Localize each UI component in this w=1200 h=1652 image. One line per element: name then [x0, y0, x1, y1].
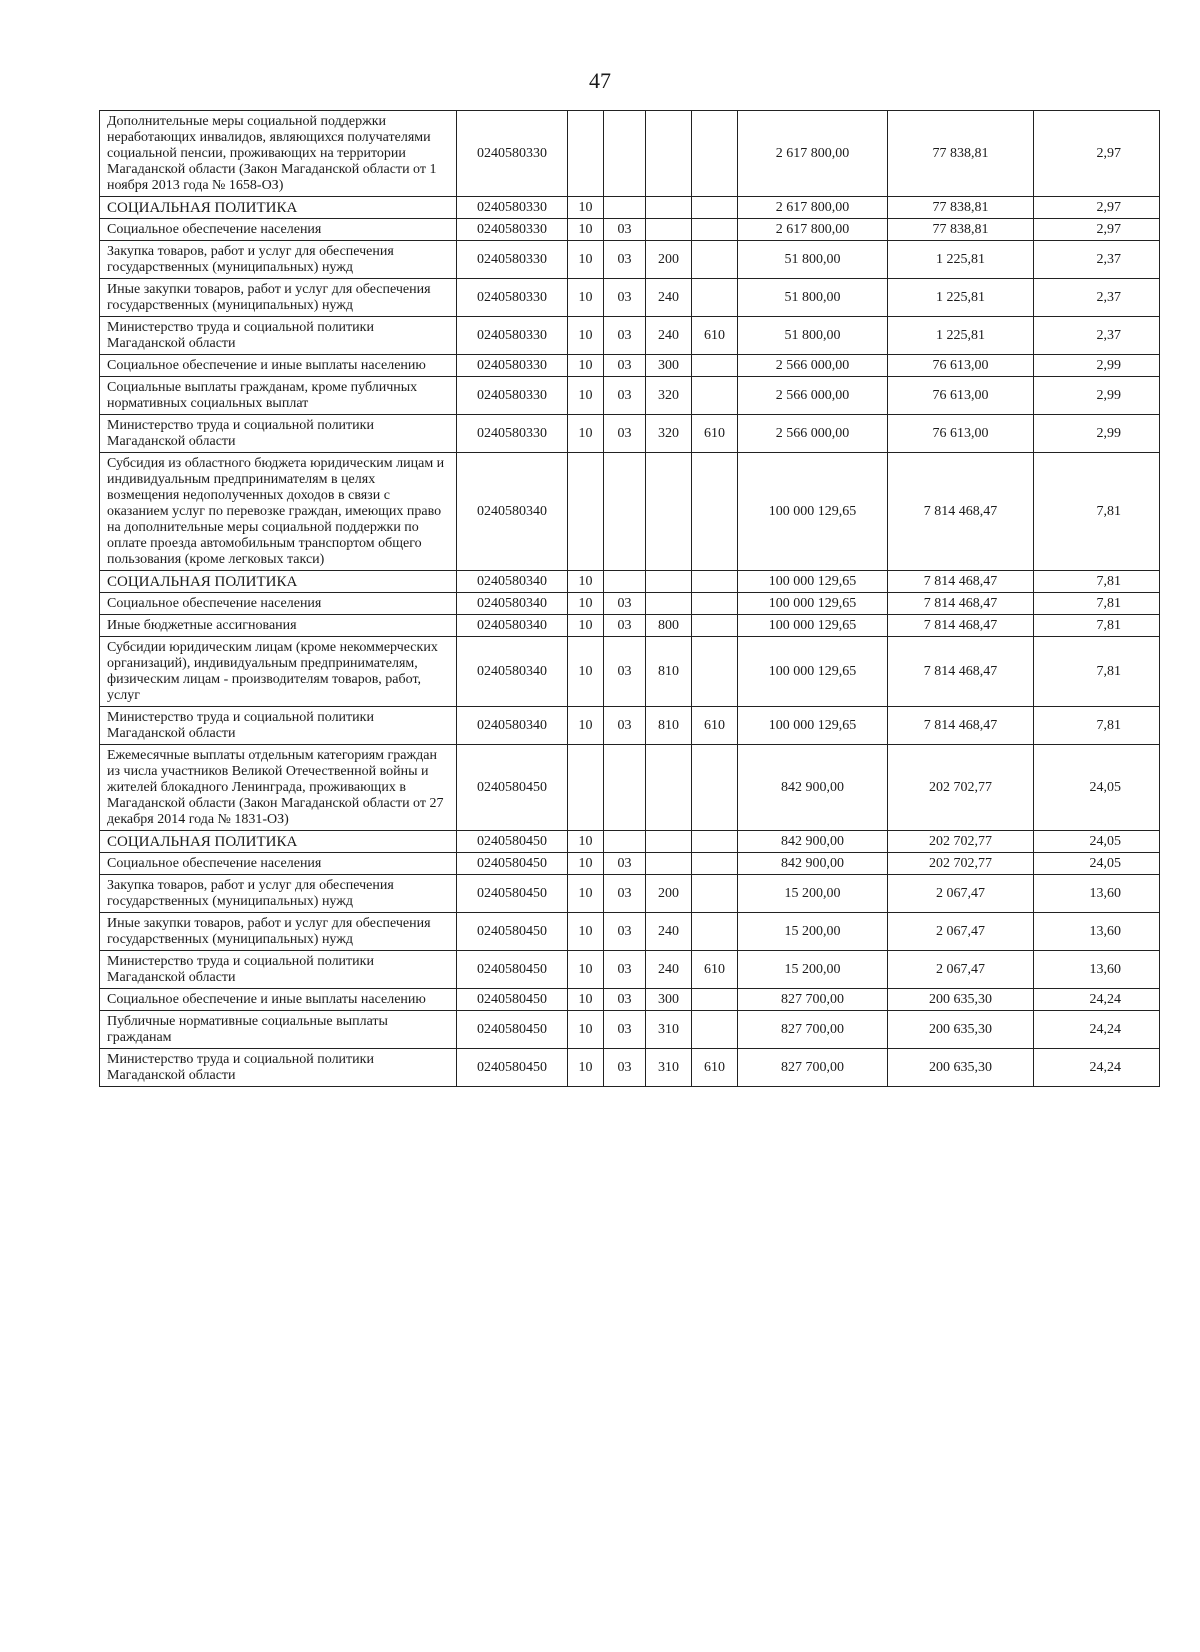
table-row: [100, 355, 1160, 377]
cell-target-article: 0240580340: [457, 571, 568, 593]
cell-administrator: [692, 637, 738, 707]
table-row: [100, 831, 1160, 853]
cell-administrator: [692, 377, 738, 415]
cell-planned-amount: 827 700,00: [738, 1011, 888, 1049]
cell-section: 10: [568, 875, 604, 913]
cell-planned-amount: 842 900,00: [738, 853, 888, 875]
table-row: [100, 745, 1160, 831]
cell-actual-amount: 76 613,00: [888, 415, 1034, 453]
cell-name: Социальные выплаты гражданам, кроме публичных нормативных социальных выплат: [100, 377, 457, 415]
cell-section: 10: [568, 615, 604, 637]
cell-name: Министерство труда и социальной политики Магаданской области: [100, 317, 457, 355]
cell-percent: 24,24: [1034, 989, 1160, 1011]
cell-expense-type: 320: [646, 377, 692, 415]
cell-planned-amount: 100 000 129,65: [738, 453, 888, 571]
cell-section: 10: [568, 593, 604, 615]
cell-administrator: [692, 241, 738, 279]
cell-actual-amount: 1 225,81: [888, 279, 1034, 317]
cell-percent: 24,05: [1034, 745, 1160, 831]
cell-section: [568, 745, 604, 831]
table-row: [100, 1011, 1160, 1049]
cell-subsection: 03: [604, 415, 646, 453]
cell-percent: 2,37: [1034, 241, 1160, 279]
cell-planned-amount: 827 700,00: [738, 989, 888, 1011]
cell-percent: 24,24: [1034, 1011, 1160, 1049]
cell-target-article: 0240580450: [457, 853, 568, 875]
cell-percent: 7,81: [1034, 571, 1160, 593]
cell-name: СОЦИАЛЬНАЯ ПОЛИТИКА: [100, 571, 457, 593]
cell-section: 10: [568, 1011, 604, 1049]
cell-name: Социальное обеспечение населения: [100, 593, 457, 615]
table-row: [100, 317, 1160, 355]
cell-planned-amount: 2 566 000,00: [738, 355, 888, 377]
cell-planned-amount: 51 800,00: [738, 241, 888, 279]
table-row: [100, 197, 1160, 219]
cell-actual-amount: 2 067,47: [888, 913, 1034, 951]
cell-administrator: 610: [692, 707, 738, 745]
table-row: [100, 1049, 1160, 1087]
cell-expense-type: 800: [646, 615, 692, 637]
cell-planned-amount: 842 900,00: [738, 831, 888, 853]
cell-name: Дополнительные меры социальной поддержки неработающих инвалидов, являющихся получателями социальной пенсии, проживающих на территории Магаданской области (Закон Магаданской области от 1 ноября 2013 года № 1658-ОЗ): [100, 111, 457, 197]
cell-planned-amount: 2 617 800,00: [738, 111, 888, 197]
cell-administrator: 610: [692, 951, 738, 989]
table-row: [100, 707, 1160, 745]
table-row: [100, 951, 1160, 989]
cell-name: СОЦИАЛЬНАЯ ПОЛИТИКА: [100, 831, 457, 853]
cell-target-article: 0240580450: [457, 913, 568, 951]
cell-subsection: 03: [604, 989, 646, 1011]
cell-section: [568, 453, 604, 571]
cell-target-article: 0240580330: [457, 197, 568, 219]
cell-actual-amount: 76 613,00: [888, 377, 1034, 415]
cell-name: Министерство труда и социальной политики Магаданской области: [100, 1049, 457, 1087]
cell-expense-type: 240: [646, 279, 692, 317]
table-row: [100, 415, 1160, 453]
cell-subsection: [604, 745, 646, 831]
cell-actual-amount: 7 814 468,47: [888, 571, 1034, 593]
cell-percent: 24,05: [1034, 831, 1160, 853]
cell-percent: 13,60: [1034, 913, 1160, 951]
cell-expense-type: [646, 453, 692, 571]
cell-name: Социальное обеспечение и иные выплаты населению: [100, 989, 457, 1011]
cell-administrator: [692, 197, 738, 219]
cell-target-article: 0240580450: [457, 989, 568, 1011]
cell-actual-amount: 7 814 468,47: [888, 707, 1034, 745]
cell-actual-amount: 1 225,81: [888, 317, 1034, 355]
cell-percent: 13,60: [1034, 951, 1160, 989]
cell-planned-amount: 100 000 129,65: [738, 571, 888, 593]
cell-administrator: 610: [692, 317, 738, 355]
cell-percent: 24,05: [1034, 853, 1160, 875]
cell-expense-type: [646, 111, 692, 197]
cell-subsection: 03: [604, 615, 646, 637]
cell-expense-type: 310: [646, 1049, 692, 1087]
cell-section: 10: [568, 637, 604, 707]
cell-actual-amount: 202 702,77: [888, 745, 1034, 831]
cell-administrator: [692, 279, 738, 317]
cell-target-article: 0240580340: [457, 593, 568, 615]
table-row: [100, 637, 1160, 707]
cell-actual-amount: 200 635,30: [888, 989, 1034, 1011]
cell-administrator: [692, 615, 738, 637]
cell-percent: 2,97: [1034, 197, 1160, 219]
cell-target-article: 0240580340: [457, 615, 568, 637]
cell-target-article: 0240580330: [457, 279, 568, 317]
cell-target-article: 0240580450: [457, 875, 568, 913]
cell-administrator: [692, 593, 738, 615]
cell-percent: 2,99: [1034, 415, 1160, 453]
cell-target-article: 0240580330: [457, 355, 568, 377]
cell-target-article: 0240580450: [457, 1049, 568, 1087]
cell-actual-amount: 200 635,30: [888, 1049, 1034, 1087]
cell-administrator: [692, 853, 738, 875]
cell-expense-type: 240: [646, 913, 692, 951]
cell-administrator: [692, 745, 738, 831]
cell-planned-amount: 100 000 129,65: [738, 707, 888, 745]
cell-target-article: 0240580330: [457, 241, 568, 279]
cell-subsection: [604, 453, 646, 571]
cell-planned-amount: 100 000 129,65: [738, 593, 888, 615]
cell-target-article: 0240580450: [457, 745, 568, 831]
table-row: [100, 111, 1160, 197]
cell-actual-amount: 202 702,77: [888, 853, 1034, 875]
budget-table: [99, 110, 1160, 1087]
cell-target-article: 0240580330: [457, 111, 568, 197]
cell-percent: 2,97: [1034, 111, 1160, 197]
table-row: [100, 615, 1160, 637]
cell-expense-type: 320: [646, 415, 692, 453]
cell-name: Социальное обеспечение населения: [100, 219, 457, 241]
cell-actual-amount: 7 814 468,47: [888, 593, 1034, 615]
cell-planned-amount: 51 800,00: [738, 279, 888, 317]
cell-section: 10: [568, 1049, 604, 1087]
table-row: [100, 377, 1160, 415]
cell-section: 10: [568, 989, 604, 1011]
cell-section: 10: [568, 317, 604, 355]
cell-section: 10: [568, 355, 604, 377]
table-row: [100, 279, 1160, 317]
cell-actual-amount: 2 067,47: [888, 875, 1034, 913]
cell-target-article: 0240580330: [457, 219, 568, 241]
cell-percent: 2,37: [1034, 317, 1160, 355]
cell-percent: 2,99: [1034, 355, 1160, 377]
cell-target-article: 0240580330: [457, 377, 568, 415]
cell-subsection: 03: [604, 317, 646, 355]
cell-administrator: [692, 831, 738, 853]
cell-name: Иные бюджетные ассигнования: [100, 615, 457, 637]
cell-expense-type: [646, 831, 692, 853]
cell-administrator: [692, 989, 738, 1011]
cell-section: 10: [568, 377, 604, 415]
table-row: [100, 913, 1160, 951]
cell-name: СОЦИАЛЬНАЯ ПОЛИТИКА: [100, 197, 457, 219]
cell-name: Субсидии юридическим лицам (кроме некоммерческих организаций), индивидуальным предпринимателям, физическим лицам - производителям товаров, работ, услуг: [100, 637, 457, 707]
cell-percent: 7,81: [1034, 637, 1160, 707]
cell-expense-type: [646, 219, 692, 241]
cell-administrator: 610: [692, 415, 738, 453]
table-row: [100, 219, 1160, 241]
cell-actual-amount: 1 225,81: [888, 241, 1034, 279]
cell-section: 10: [568, 197, 604, 219]
cell-subsection: 03: [604, 219, 646, 241]
cell-administrator: 610: [692, 1049, 738, 1087]
cell-name: Иные закупки товаров, работ и услуг для обеспечения государственных (муниципальных) нужд: [100, 913, 457, 951]
table-row: [100, 989, 1160, 1011]
cell-section: [568, 111, 604, 197]
cell-percent: 13,60: [1034, 875, 1160, 913]
cell-section: 10: [568, 415, 604, 453]
cell-name: Субсидия из областного бюджета юридическим лицам и индивидуальным предпринимателям в целях возмещения недополученных доходов в связи с оказанием услуг по перевозке граждан, имеющих право на дополнительные меры социальной поддержки по оплате проезда автомобильным транспортом общего пользования (кроме легковых такси): [100, 453, 457, 571]
cell-name: Закупка товаров, работ и услуг для обеспечения государственных (муниципальных) нужд: [100, 875, 457, 913]
cell-name: Министерство труда и социальной политики Магаданской области: [100, 707, 457, 745]
cell-section: 10: [568, 219, 604, 241]
cell-planned-amount: 15 200,00: [738, 875, 888, 913]
table-row: [100, 571, 1160, 593]
cell-percent: 2,99: [1034, 377, 1160, 415]
cell-planned-amount: 100 000 129,65: [738, 615, 888, 637]
cell-expense-type: [646, 745, 692, 831]
cell-target-article: 0240580340: [457, 453, 568, 571]
cell-percent: 7,81: [1034, 707, 1160, 745]
cell-planned-amount: 15 200,00: [738, 951, 888, 989]
cell-name: Иные закупки товаров, работ и услуг для обеспечения государственных (муниципальных) нужд: [100, 279, 457, 317]
cell-planned-amount: 2 566 000,00: [738, 377, 888, 415]
cell-expense-type: [646, 853, 692, 875]
cell-target-article: 0240580330: [457, 415, 568, 453]
table-body: [100, 111, 1160, 1087]
table-row: [100, 593, 1160, 615]
cell-section: 10: [568, 831, 604, 853]
table-row: [100, 453, 1160, 571]
cell-expense-type: 310: [646, 1011, 692, 1049]
cell-actual-amount: 7 814 468,47: [888, 615, 1034, 637]
cell-target-article: 0240580450: [457, 831, 568, 853]
cell-name: Закупка товаров, работ и услуг для обеспечения государственных (муниципальных) нужд: [100, 241, 457, 279]
cell-expense-type: [646, 197, 692, 219]
cell-planned-amount: 2 617 800,00: [738, 219, 888, 241]
cell-expense-type: 810: [646, 637, 692, 707]
table-row: [100, 853, 1160, 875]
cell-expense-type: 300: [646, 989, 692, 1011]
cell-planned-amount: 2 617 800,00: [738, 197, 888, 219]
cell-subsection: 03: [604, 1011, 646, 1049]
cell-subsection: 03: [604, 875, 646, 913]
cell-expense-type: 810: [646, 707, 692, 745]
cell-actual-amount: 200 635,30: [888, 1011, 1034, 1049]
cell-name: Социальное обеспечение и иные выплаты населению: [100, 355, 457, 377]
cell-target-article: 0240580340: [457, 637, 568, 707]
cell-planned-amount: 15 200,00: [738, 913, 888, 951]
cell-section: 10: [568, 951, 604, 989]
cell-section: 10: [568, 571, 604, 593]
cell-name: Министерство труда и социальной политики Магаданской области: [100, 951, 457, 989]
cell-administrator: [692, 571, 738, 593]
cell-subsection: 03: [604, 853, 646, 875]
table-row: [100, 875, 1160, 913]
cell-target-article: 0240580330: [457, 317, 568, 355]
cell-actual-amount: 202 702,77: [888, 831, 1034, 853]
cell-target-article: 0240580450: [457, 951, 568, 989]
cell-section: 10: [568, 241, 604, 279]
cell-administrator: [692, 219, 738, 241]
cell-section: 10: [568, 913, 604, 951]
cell-subsection: 03: [604, 593, 646, 615]
cell-administrator: [692, 1011, 738, 1049]
cell-planned-amount: 842 900,00: [738, 745, 888, 831]
cell-target-article: 0240580450: [457, 1011, 568, 1049]
cell-administrator: [692, 355, 738, 377]
cell-expense-type: 240: [646, 951, 692, 989]
cell-planned-amount: 100 000 129,65: [738, 637, 888, 707]
cell-subsection: [604, 571, 646, 593]
cell-expense-type: [646, 593, 692, 615]
cell-subsection: 03: [604, 707, 646, 745]
cell-subsection: 03: [604, 951, 646, 989]
cell-percent: 2,37: [1034, 279, 1160, 317]
cell-expense-type: 200: [646, 241, 692, 279]
cell-percent: 7,81: [1034, 453, 1160, 571]
cell-administrator: [692, 111, 738, 197]
cell-actual-amount: 7 814 468,47: [888, 637, 1034, 707]
cell-actual-amount: 77 838,81: [888, 219, 1034, 241]
cell-administrator: [692, 913, 738, 951]
cell-planned-amount: 827 700,00: [738, 1049, 888, 1087]
cell-expense-type: [646, 571, 692, 593]
cell-percent: 7,81: [1034, 593, 1160, 615]
cell-actual-amount: 2 067,47: [888, 951, 1034, 989]
cell-subsection: 03: [604, 279, 646, 317]
cell-name: Ежемесячные выплаты отдельным категориям граждан из числа участников Великой Отечественной войны и жителей блокадного Ленинграда, проживающих в Магаданской области (Закон Магаданской области от 27 декабря 2014 года № 1831-ОЗ): [100, 745, 457, 831]
cell-actual-amount: 77 838,81: [888, 197, 1034, 219]
cell-subsection: [604, 111, 646, 197]
cell-target-article: 0240580340: [457, 707, 568, 745]
cell-planned-amount: 51 800,00: [738, 317, 888, 355]
cell-expense-type: 300: [646, 355, 692, 377]
cell-expense-type: 240: [646, 317, 692, 355]
cell-percent: 7,81: [1034, 615, 1160, 637]
cell-actual-amount: 76 613,00: [888, 355, 1034, 377]
cell-percent: 24,24: [1034, 1049, 1160, 1087]
cell-section: 10: [568, 853, 604, 875]
cell-actual-amount: 7 814 468,47: [888, 453, 1034, 571]
cell-name: Социальное обеспечение населения: [100, 853, 457, 875]
cell-subsection: 03: [604, 377, 646, 415]
cell-name: Публичные нормативные социальные выплаты гражданам: [100, 1011, 457, 1049]
cell-planned-amount: 2 566 000,00: [738, 415, 888, 453]
cell-subsection: [604, 831, 646, 853]
cell-name: Министерство труда и социальной политики Магаданской области: [100, 415, 457, 453]
cell-administrator: [692, 453, 738, 571]
cell-subsection: 03: [604, 913, 646, 951]
page-number: 47: [589, 68, 611, 93]
table-row: [100, 241, 1160, 279]
cell-subsection: 03: [604, 637, 646, 707]
cell-subsection: 03: [604, 241, 646, 279]
cell-actual-amount: 77 838,81: [888, 111, 1034, 197]
cell-section: 10: [568, 279, 604, 317]
cell-administrator: [692, 875, 738, 913]
cell-expense-type: 200: [646, 875, 692, 913]
cell-subsection: 03: [604, 355, 646, 377]
cell-subsection: [604, 197, 646, 219]
cell-percent: 2,97: [1034, 219, 1160, 241]
cell-subsection: 03: [604, 1049, 646, 1087]
cell-section: 10: [568, 707, 604, 745]
